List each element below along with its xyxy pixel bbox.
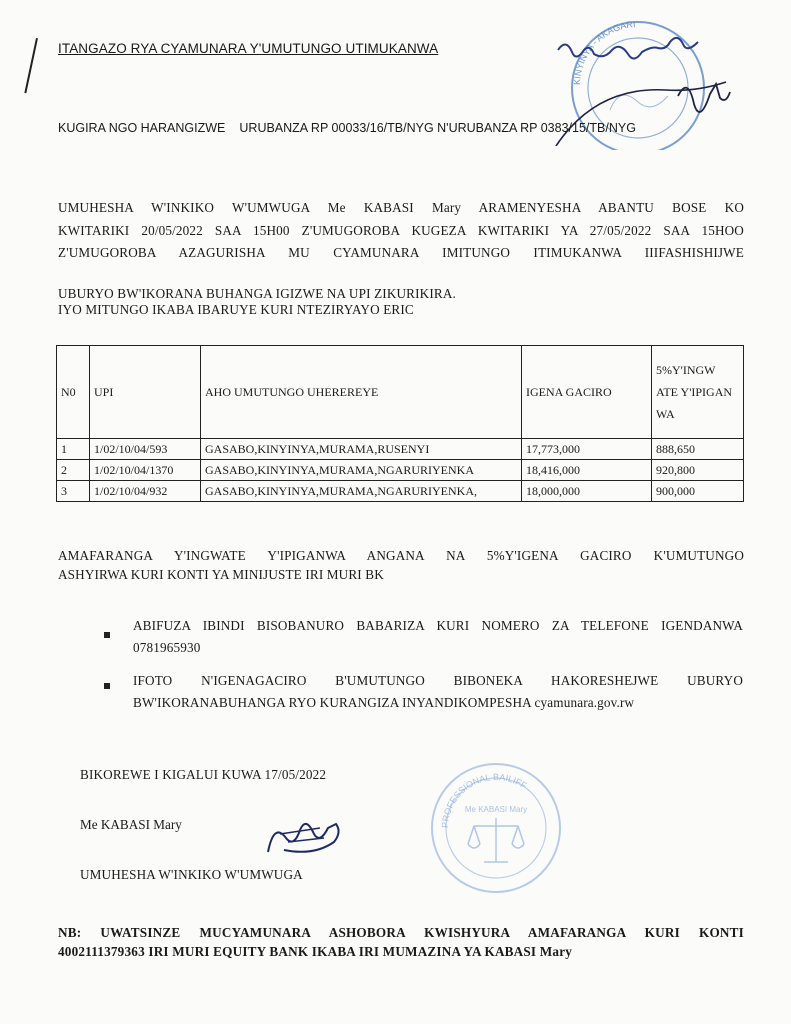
cell-upi: 1/02/10/04/593 bbox=[90, 439, 201, 460]
cell-number: 3 bbox=[57, 481, 90, 502]
signatory-role: UMUHESHA W'INKIKO W'UMWUGA bbox=[80, 867, 303, 882]
signatory-name: Me KABASI Mary bbox=[80, 817, 182, 832]
bullet-contact-line: ABIFUZA IBINDI BISOBANURO BABARIZA KURI NOMERO ZA TELEFONE IGENDANWA bbox=[133, 618, 743, 633]
bullet-photo-website: BW'IKORANABUHANGA RYO KURANGIZA INYANDIKOMPESHA cyamunara.gov.rw bbox=[133, 695, 635, 710]
announcement-line: KWITARIKI 20/05/2022 SAA 15H00 Z'UMUGOROBA KUGEZA KWITARIKI YA 27/05/2022 SAA 15HOO bbox=[58, 222, 744, 238]
bullet-contact-phone: 0781965930 bbox=[133, 640, 201, 655]
svg-text:PROFESSIONAL BAILIFF: PROFESSIONAL BAILIFF bbox=[439, 771, 529, 829]
svg-text:KINYINYA - AKAGARI: KINYINYA - AKAGARI bbox=[571, 19, 636, 86]
property-table bbox=[56, 345, 744, 502]
nb-note-line: NB: UWATSINZE MUCYAMUNARA ASHOBORA KWISHYURA AMAFARANGA KURI KONTI bbox=[58, 925, 744, 940]
cell-deposit: 900,000 bbox=[652, 481, 744, 502]
cell-value: 18,416,000 bbox=[522, 460, 652, 481]
case-reference-label: KUGIRA NGO HARANGIZWE bbox=[58, 121, 226, 135]
notice-title: ITANGAZO RYA CYAMUNARA Y'UMUTUNGO UTIMUKANWA bbox=[58, 41, 439, 56]
cell-value: 17,773,000 bbox=[522, 439, 652, 460]
nb-note-line: 4002111379363 IRI MURI EQUITY BANK IKABA IRI MUMAZINA YA KABASI Mary bbox=[58, 944, 573, 959]
cell-upi: 1/02/10/04/932 bbox=[90, 481, 201, 502]
cell-location: GASABO,KINYINYA,MURAMA,RUSENYI bbox=[201, 439, 522, 460]
table-row bbox=[57, 439, 744, 460]
announcement-line: UBURYO BW'IKORANA BUHANGA IGIZWE NA UPI ZIKURIKIRA. bbox=[58, 286, 456, 301]
case-reference-text: URUBANZA RP 00033/16/TB/NYG N'URUBANZA RP 0383/15/TB/NYG bbox=[239, 121, 636, 135]
header-deposit: 5%Y'INGW ATE Y'IPIGAN WA bbox=[652, 346, 744, 439]
bailiff-seal bbox=[426, 758, 566, 898]
property-owner: IYO MITUNGO IKABA IBARUYE KURI NTEZIRYAYO ERIC bbox=[58, 302, 414, 317]
announcement-line: UMUHESHA W'INKIKO W'UMWUGA Me KABASI Mary ARAMENYESHA ABANTU BOSE KO bbox=[58, 200, 744, 215]
svg-text:Me KABASI Mary: Me KABASI Mary bbox=[464, 805, 528, 814]
header-number: N0 bbox=[57, 346, 90, 439]
announcement-line: Z'UMUGOROBA AZAGURISHA MU CYAMUNARA IMITUNGO ITIMUKANWA IIIFASHISHIJWE bbox=[58, 245, 744, 260]
cell-upi: 1/02/10/04/1370 bbox=[90, 460, 201, 481]
bottom-signature bbox=[260, 812, 350, 862]
bullet-icon bbox=[104, 683, 110, 689]
header-location: AHO UMUTUNGO UHEREREYE bbox=[201, 346, 522, 439]
announcement-paragraph bbox=[58, 197, 744, 265]
cell-deposit: 888,650 bbox=[652, 439, 744, 460]
header-upi: UPI bbox=[90, 346, 201, 439]
cell-location: GASABO,KINYINYA,MURAMA,NGARURIYENKA bbox=[201, 460, 522, 481]
case-reference bbox=[58, 121, 636, 135]
cell-deposit: 920,800 bbox=[652, 460, 744, 481]
scales-of-justice-icon bbox=[468, 818, 524, 862]
deposit-note-line: ASHYIRWA KURI KONTI YA MINIJUSTE IRI MURI BK bbox=[58, 567, 384, 582]
place-and-date: BIKOREWE I KIGALUI KUWA 17/05/2022 bbox=[80, 767, 327, 782]
cell-number: 1 bbox=[57, 439, 90, 460]
bullet-photo-line: IFOTO N'IGENAGACIRO B'UMUTUNGO BIBONEKA HAKORESHEJWE UBURYO bbox=[133, 673, 743, 688]
margin-slash-mark bbox=[24, 38, 38, 93]
bullet-icon bbox=[104, 632, 110, 638]
cell-number: 2 bbox=[57, 460, 90, 481]
cell-value: 18,000,000 bbox=[522, 481, 652, 502]
deposit-note-line: AMAFARANGA Y'INGWATE Y'IPIGANWA ANGANA NA 5%Y'IGENA GACIRO K'UMUTUNGO bbox=[58, 548, 744, 563]
table-row bbox=[57, 460, 744, 481]
header-value: IGENA GACIRO bbox=[522, 346, 652, 439]
table-header-row bbox=[57, 346, 744, 439]
table-row bbox=[57, 481, 744, 502]
cell-location: GASABO,KINYINYA,MURAMA,NGARURIYENKA, bbox=[201, 481, 522, 502]
